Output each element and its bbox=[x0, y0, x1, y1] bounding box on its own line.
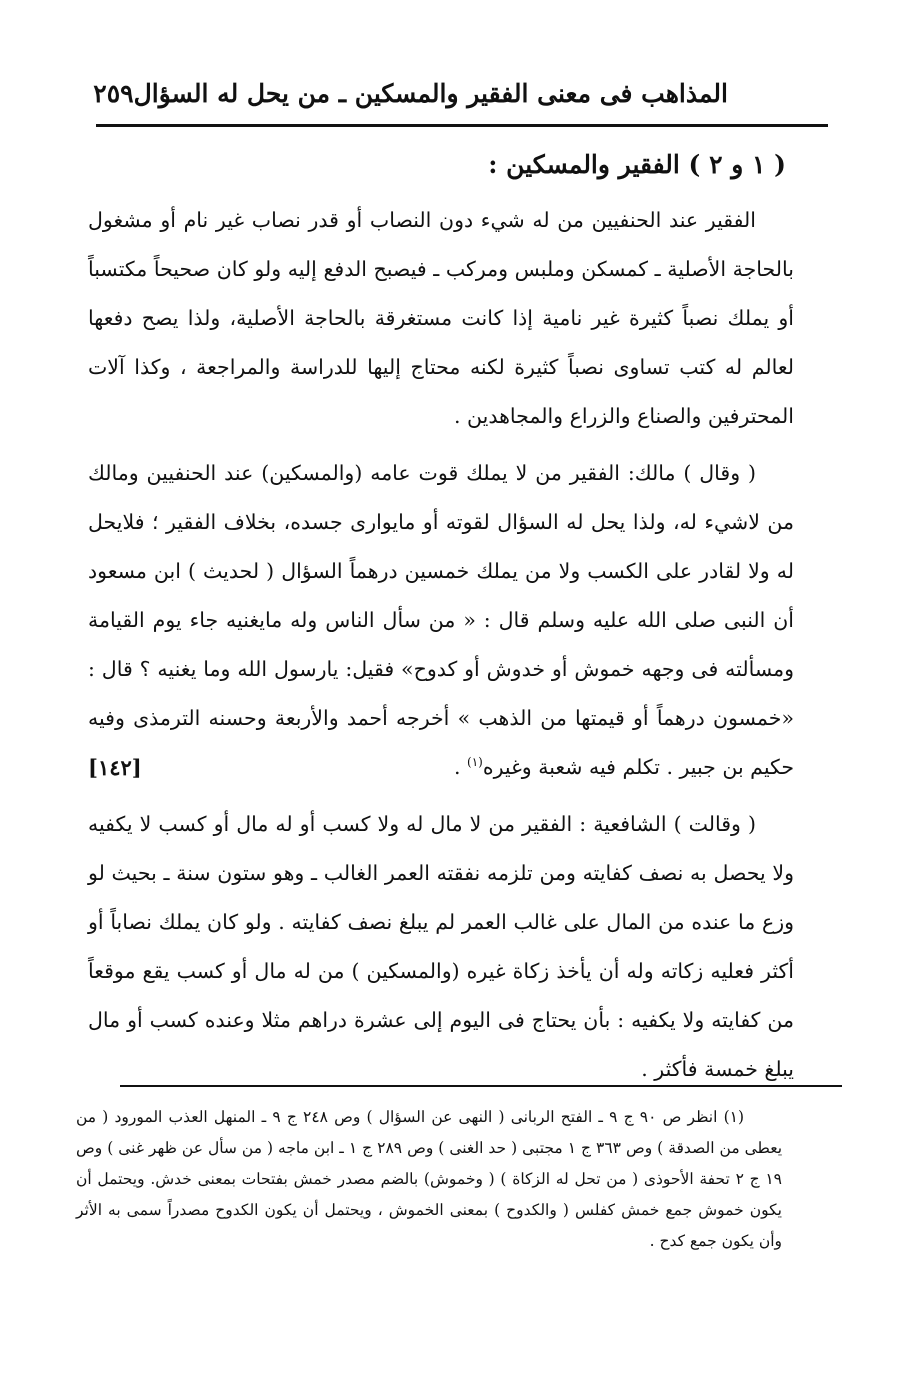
footnote-1: (١) انظر ص ٩٠ ج ٩ ـ الفتح الربانى ( النهى عن السؤال ) وص ٢٤٨ ج ٩ ـ المنهل العذب المورود ( من يعطى من الصدقة ) وص ٣٦٣ ج ١ مجتبى ( حد الغنى ) وص ٢٨٩ ج ١ ـ ابن ماجه ( من سأل عن ظهر غنى ) وص ١٩ ج ٢ تحفة الأحوذى ( من تحل له الزكاة ) ( وخموش) بالضم مصدر خمش بفتحات بمعنى خدش. ويحتمل أن يكون خموش جمع خمش كفلس ( والكدوح ) بمعنى الخموش ، ويحتمل أن يكون الكدوح مصدراً سمى به الأثر وأن يكون جمع كدح . bbox=[76, 1108, 783, 1250]
paragraph-hanafi: الفقير عند الحنفيين من له شيء دون النصاب أو قدر نصاب غير نام أو مشغول بالحاجة الأصلية ـ كمسكن وملبس ومركب ـ فيصبح الدفع إليه ولو كان صحيحاً مكتسباً أو يملك نصباً كثيرة غير نامية إذا كانت مستغرقة بالحاجة الأصلية، ولذا يصح دفعها لعالم له كتب تساوى نصباً كثيرة لكنه محتاج إليها للدراسة والمراجعة ، وكذا آلات المحترفين والصناع والزراع والمجاهدين . bbox=[88, 208, 794, 428]
page-number: ٢٥٩ bbox=[93, 78, 134, 108]
header-rule bbox=[96, 124, 828, 127]
body-text bbox=[88, 196, 794, 1094]
footnote-rule bbox=[120, 1085, 842, 1087]
paragraph-maliki-end: . bbox=[453, 755, 461, 779]
marginal-number: [١٤٢] bbox=[88, 755, 142, 780]
paragraph-maliki bbox=[88, 449, 794, 792]
paragraph-shafii: ( وقالت ) الشافعية : الفقير من لا مال له ولا كسب أو له مال أو كسب لا يكفيه ولا يحصل به نصف كفايته ومن تلزمه نفقته العمر الغالب ـ وهو ستون سنة ـ بحيث لو وزع ما عنده من المال على غالب العمر لم يبلغ نصف كفايته . ولو كان يملك نصاباً أو أكثر فعليه زكاته وله أن يأخذ زكاة غيره (والمسكين ) من له مال أو كسب يقع موقعاً من كفايته ولا يكفيه : بأن يحتاج فى اليوم إلى عشرة دراهم مثلا وعنده كسب أو مال يبلغ خمسة فأكثر . bbox=[88, 812, 794, 1081]
footnote-marker: (١) bbox=[467, 755, 483, 770]
section-title: ( ١ و ٢ ) الفقير والمسكين : bbox=[488, 150, 786, 179]
running-header bbox=[93, 68, 728, 118]
paragraph-maliki-text: ( وقال ) مالك: الفقير من لا يملك قوت عامه (والمسكين) عند الحنفيين ومالك من لاشيء له، ولذا يحل له السؤال لقوته أو مايوارى جسده، بخلاف الفقير ؛ فلايحل له ولا لقادر على الكسب ولا من يملك خمسين درهماً السؤال ( لحديث ) ابن مسعود أن النبى صلى الله عليه وسلم قال : « من سأل الناس وله مايغنيه جاء يوم القيامة ومسألته فى وجهه خموش أو خدوش أو كدوح» فقيل: يارسول الله وما يغنيه ؟ قال : «خمسون درهماً أو قيمتها من الذهب » أخرجه أحمد والأربعة وحسنه الترمذى وفيه حكيم بن جبير . تكلم فيه شعبة وغيره bbox=[88, 461, 794, 779]
footnotes bbox=[76, 1102, 782, 1257]
running-title: المذاهب فى معنى الفقير والمسكين ـ من يحل له السؤال bbox=[133, 78, 728, 108]
